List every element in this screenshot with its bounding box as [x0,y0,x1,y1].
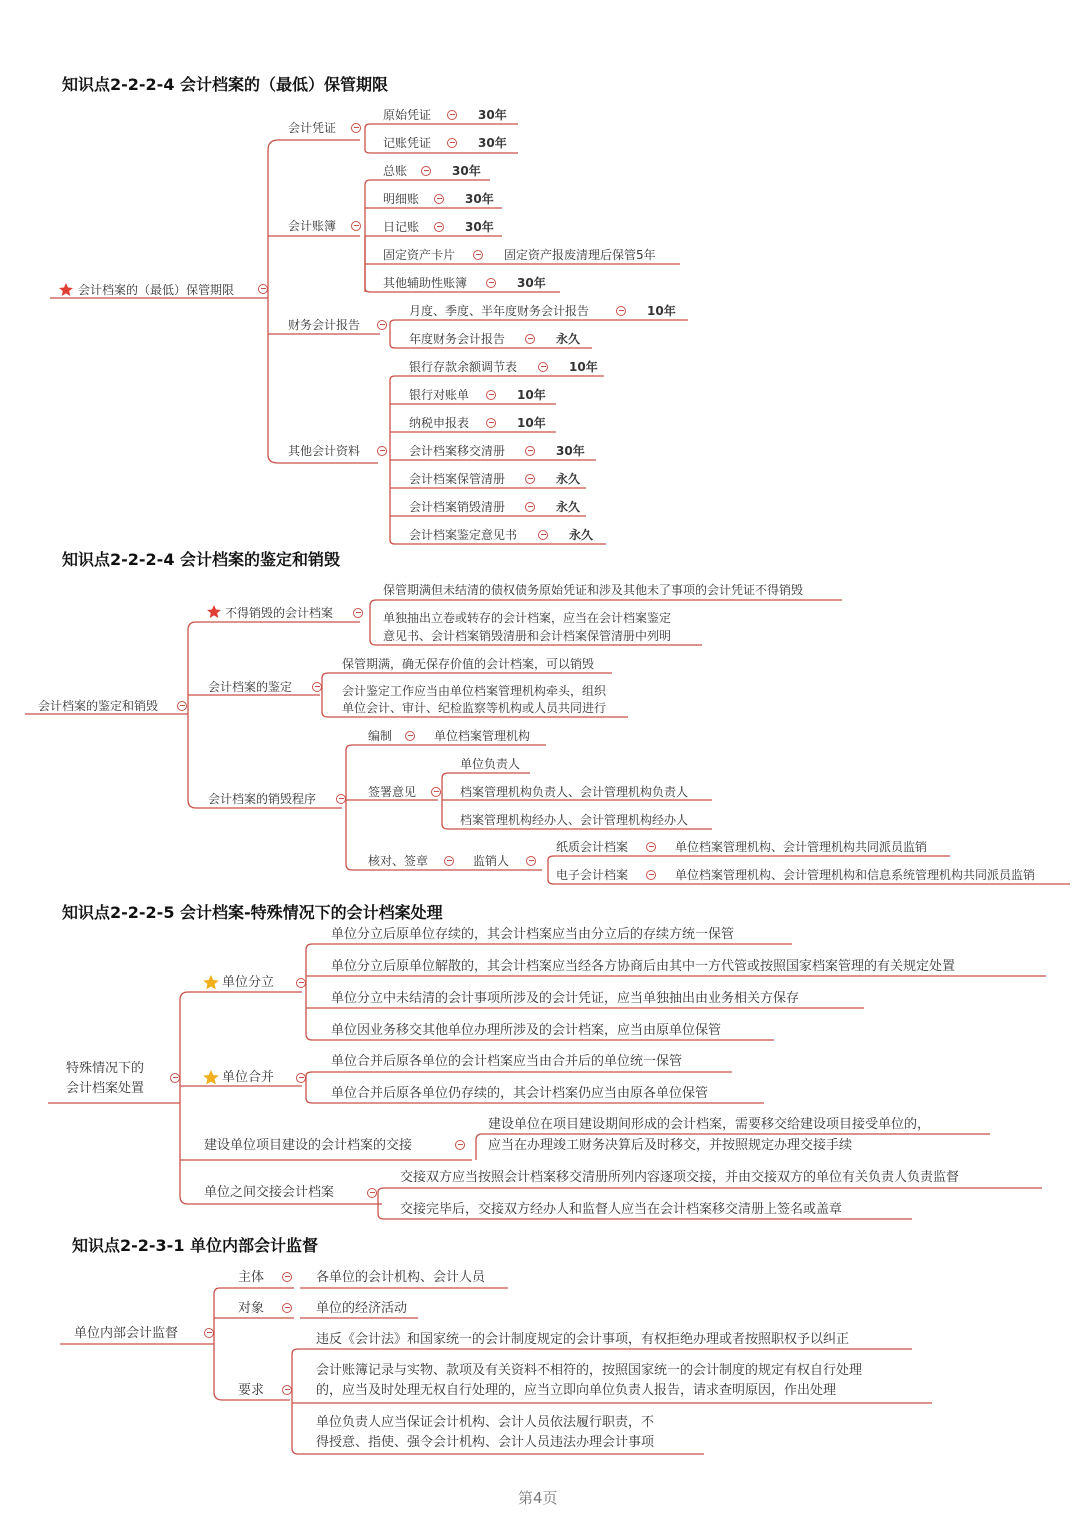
collapse-toggle-icon[interactable] [377,320,387,330]
leaf-value: 单位档案管理机构 [434,729,531,743]
branch-node: 单位之间交接会计档案 [204,1185,335,1200]
star-icon [203,1070,219,1084]
collapse-toggle-icon[interactable] [525,502,535,512]
leaf-node: 年度财务会计报告 [409,332,506,346]
collapse-toggle-icon[interactable] [421,166,431,176]
branch-node: 财务会计报告 [288,318,361,332]
collapse-toggle-icon[interactable] [282,1272,292,1282]
leaf-node: 银行存款余额调节表 [409,360,518,374]
collapse-toggle-icon[interactable] [486,418,496,428]
leaf-node: 总账 [383,164,408,178]
branch-node: 其他会计资料 [288,444,361,458]
branch-node: 单位分立 [222,975,275,990]
collapse-toggle-icon[interactable] [296,1073,306,1083]
collapse-toggle-icon[interactable] [473,250,483,260]
leaf-node: 明细账 [383,192,420,206]
collapse-toggle-icon[interactable] [296,978,306,988]
collapse-toggle-icon[interactable] [525,446,535,456]
collapse-toggle-icon[interactable] [177,701,187,711]
section-title: 知识点2-2-2-4 会计档案的鉴定和销毁 [62,550,341,569]
leaf-node: 的，应当及时处理无权自行处理的，应当立即向单位负责人报告，请求查明原因，作出处理 [316,1383,837,1398]
collapse-toggle-icon[interactable] [377,446,387,456]
collapse-toggle-icon[interactable] [538,362,548,372]
leaf-node: 得授意、指使、强令会计机构、会计人员违法办理会计事项 [316,1435,655,1450]
collapse-toggle-icon[interactable] [258,284,268,294]
collapse-toggle-icon[interactable] [282,1385,292,1395]
leaf-node: 原始凭证 [383,108,432,122]
branch-node: 对象 [238,1301,265,1316]
collapse-toggle-icon[interactable] [431,787,441,797]
leaf-node: 单位分立后原单位解散的，其会计档案应当经各方协商后由其中一方代管或按照国家档案管理的有关规定处置 [331,959,956,974]
leaf-node: 单位会计、审计、纪检监察等机构或人员共同进行 [342,701,607,715]
collapse-toggle-icon[interactable] [486,278,496,288]
branch-node: 会计档案的鉴定 [208,680,293,694]
branch-node: 会计凭证 [288,121,337,135]
leaf-node: 单位负责人应当保证会计机构、会计人员依法履行职责，不 [316,1415,655,1430]
collapse-toggle-icon[interactable] [367,1188,377,1198]
leaf-value: 10年 [517,416,546,430]
leaf-value: 30年 [465,220,494,234]
leaf-value: 30年 [478,108,507,122]
collapse-toggle-icon[interactable] [312,682,322,692]
leaf-value: 各单位的会计机构、会计人员 [316,1270,486,1285]
leaf-value: 档案管理机构经办人、会计管理机构经办人 [460,813,689,827]
star-icon [203,975,219,989]
leaf-node: 银行对账单 [409,388,470,402]
star-icon [207,605,221,618]
branch-node: 主体 [238,1270,265,1285]
leaf-node: 纸质会计档案 [556,840,629,854]
leaf-node: 会计档案鉴定意见书 [409,528,518,542]
collapse-toggle-icon[interactable] [434,222,444,232]
collapse-toggle-icon[interactable] [447,110,457,120]
collapse-toggle-icon[interactable] [646,870,656,880]
leaf-node: 应当在办理竣工财务决算后及时移交，并按照规定办理交接手续 [488,1138,853,1153]
root-node: 会计档案的鉴定和销毁 [38,699,159,713]
collapse-toggle-icon[interactable] [351,221,361,231]
leaf-node: 记账凭证 [383,136,432,150]
leaf-node: 单位分立后原单位存续的，其会计档案应当由分立后的存续方统一保管 [331,927,735,942]
leaf-value: 单位档案管理机构、会计管理机构共同派员监销 [675,840,928,854]
collapse-toggle-icon[interactable] [405,731,415,741]
leaf-node: 会计账簿记录与实物、款项及有关资料不相符的，按照国家统一的会计制度的规定有权自行处理 [316,1363,863,1378]
leaf-node: 纳税申报表 [409,416,470,430]
leaf-node: 保管期满，确无保存价值的会计档案，可以销毁 [342,657,595,671]
leaf-value: 档案管理机构负责人、会计管理机构负责人 [460,785,689,799]
leaf-node: 会计档案保管清册 [409,472,506,486]
collapse-toggle-icon[interactable] [525,334,535,344]
collapse-toggle-icon[interactable] [525,474,535,484]
collapse-toggle-icon[interactable] [434,194,444,204]
leaf-value: 30年 [556,444,585,458]
collapse-toggle-icon[interactable] [353,608,363,618]
leaf-node: 单位合并后原各单位仍存续的，其会计档案仍应当由原各单位保管 [331,1086,709,1101]
leaf-node: 核对、签章 [368,854,429,868]
leaf-node: 签署意见 [368,785,417,799]
leaf-value: 10年 [647,304,676,318]
leaf-value: 单位档案管理机构、会计管理机构和信息系统管理机构共同派员监销 [675,868,1036,882]
branch-node: 会计账簿 [288,219,337,233]
leaf-node: 单位因业务移交其他单位办理所涉及的会计档案，应当由原单位保管 [331,1023,722,1038]
leaf-node: 会计档案移交清册 [409,444,506,458]
collapse-toggle-icon[interactable] [336,794,346,804]
leaf-value: 永久 [556,500,581,514]
star-icon [59,283,73,296]
root-node: 特殊情况下的 [66,1061,145,1076]
collapse-toggle-icon[interactable] [444,856,454,866]
leaf-node: 单位合并后原各单位的会计档案应当由合并后的单位统一保管 [331,1054,683,1069]
leaf-node: 监销人 [473,854,510,868]
collapse-toggle-icon[interactable] [204,1328,214,1338]
collapse-toggle-icon[interactable] [538,530,548,540]
collapse-toggle-icon[interactable] [455,1140,465,1150]
leaf-node: 编制 [368,729,393,743]
leaf-node: 建设单位在项目建设期间形成的会计档案，需要移交给建设项目接受单位的， [488,1117,931,1132]
page-number: 第4页 [518,1489,558,1507]
leaf-value: 永久 [556,332,581,346]
leaf-value: 永久 [556,472,581,486]
leaf-node: 其他辅助性账簿 [383,276,468,290]
root-node: 会计档案的（最低）保管期限 [78,283,235,297]
collapse-toggle-icon[interactable] [447,138,457,148]
branch-node: 会计档案的销毁程序 [208,792,317,806]
leaf-node: 交接完毕后，交接双方经办人和监督人应当在会计档案移交清册上签名或盖章 [400,1202,843,1217]
leaf-node: 单独抽出立卷或转存的会计档案，应当在会计档案鉴定 [383,611,672,625]
leaf-value: 单位的经济活动 [316,1301,408,1316]
leaf-node: 会计鉴定工作应当由单位档案管理机构牵头，组织 [342,684,607,698]
collapse-toggle-icon[interactable] [646,842,656,852]
collapse-toggle-icon[interactable] [616,306,626,316]
section-title: 知识点2-2-2-5 会计档案-特殊情况下的会计档案处理 [62,903,443,922]
collapse-toggle-icon[interactable] [170,1073,180,1083]
root-node: 会计档案处置 [66,1081,145,1096]
leaf-value: 30年 [517,276,546,290]
branch-node: 建设单位项目建设的会计档案的交接 [204,1138,413,1153]
branch-node: 单位合并 [222,1070,275,1085]
leaf-value: 30年 [465,192,494,206]
collapse-toggle-icon[interactable] [282,1303,292,1313]
branch-node: 不得销毁的会计档案 [225,606,334,620]
leaf-value: 10年 [569,360,598,374]
leaf-node: 意见书、会计档案销毁清册和会计档案保管清册中列明 [383,629,672,643]
section-title: 知识点2-2-3-1 单位内部会计监督 [72,1236,319,1255]
leaf-node: 固定资产卡片 [383,248,456,262]
leaf-node: 月度、季度、半年度财务会计报告 [409,304,590,318]
leaf-node: 保管期满但未结清的债权债务原始凭证和涉及其他未了事项的会计凭证不得销毁 [383,583,804,597]
section-title: 知识点2-2-2-4 会计档案的（最低）保管期限 [62,75,389,94]
leaf-value: 固定资产报废清理后保管5年 [504,248,656,262]
leaf-node: 违反《会计法》和国家统一的会计制度规定的会计事项，有权拒绝办理或者按照职权予以纠正 [316,1332,850,1347]
leaf-value: 30年 [478,136,507,150]
branch-node: 要求 [238,1383,265,1398]
leaf-node: 单位分立中未结清的会计事项所涉及的会计凭证，应当单独抽出由业务相关方保存 [331,991,800,1006]
leaf-node: 会计档案销毁清册 [409,500,506,514]
collapse-toggle-icon[interactable] [526,856,536,866]
collapse-toggle-icon[interactable] [351,123,361,133]
leaf-node: 交接双方应当按照会计档案移交清册所列内容逐项交接，并由交接双方的单位有关负责人负责监督 [400,1170,960,1185]
collapse-toggle-icon[interactable] [486,390,496,400]
root-node: 单位内部会计监督 [74,1326,179,1341]
leaf-value: 永久 [569,528,594,542]
leaf-value: 30年 [452,164,481,178]
leaf-node: 电子会计档案 [556,868,629,882]
leaf-value: 单位负责人 [460,757,521,771]
leaf-value: 10年 [517,388,546,402]
leaf-node: 日记账 [383,220,420,234]
